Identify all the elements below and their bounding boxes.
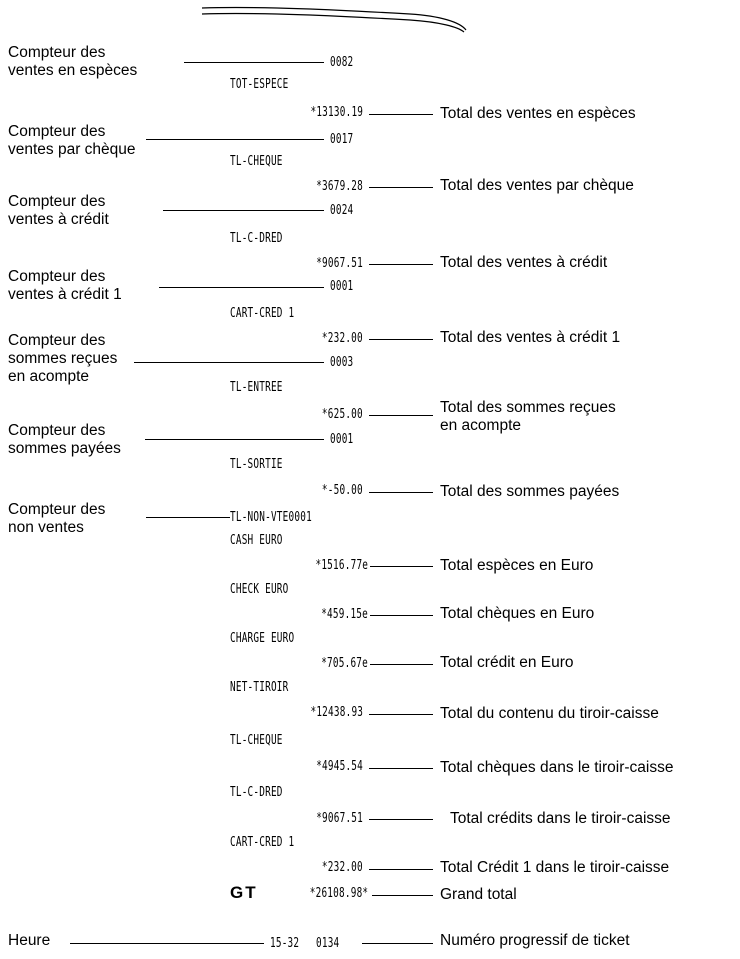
leader-cash-total — [369, 114, 433, 115]
receipt-drawer-check-total: *4945.54 — [316, 759, 363, 774]
receipt-check-euro-title: CHECK EURO — [230, 582, 289, 597]
leader-drawer-credit1 — [369, 869, 433, 870]
receipt-check-title: TL-CHEQUE — [230, 154, 283, 169]
label-charge-euro: Total crédit en Euro — [440, 654, 574, 671]
receipt-credit-counter: 0024 — [330, 203, 354, 218]
receipt-cash-counter: 0082 — [330, 55, 354, 70]
receipt-received-counter: 0003 — [330, 355, 354, 370]
label-cash-total: Total des ventes en espèces — [440, 105, 636, 122]
leader-check-euro — [370, 615, 433, 616]
label-drawer-credit: Total crédits dans le tiroir-caisse — [450, 810, 671, 827]
leader-drawer-total — [369, 714, 433, 715]
receipt-credit-total: *9067.51 — [316, 256, 363, 271]
receipt-nosale-line: TL-NON-VTE0001 — [230, 510, 312, 525]
leader-time — [70, 943, 264, 944]
leader-nosale-counter — [146, 517, 230, 518]
leader-check-counter — [146, 139, 324, 140]
label-ticket-number: Numéro progressif de ticket — [440, 932, 630, 949]
receipt-drawer-credit1-total: *232.00 — [322, 860, 363, 875]
receipt-credit1-title: CART-CRED 1 — [230, 306, 295, 321]
receipt-received-title: TL-ENTREE — [230, 380, 283, 395]
receipt-drawer-check-title: TL-CHEQUE — [230, 733, 283, 748]
leader-cash-counter — [184, 62, 324, 63]
leader-ticket-number — [362, 943, 433, 944]
receipt-check-counter: 0017 — [330, 132, 354, 147]
receipt-drawer-credit-total: *9067.51 — [316, 811, 363, 826]
label-paid-total: Total des sommes payées — [440, 483, 620, 500]
receipt-charge-euro-title: CHARGE EURO — [230, 631, 295, 646]
receipt-cash-total: *13130.19 — [310, 105, 363, 120]
label-credit-counter: Compteur des ventes à crédit — [8, 193, 109, 228]
leader-grand-total — [372, 895, 433, 896]
label-received-counter: Compteur des sommes reçues en acompte — [8, 332, 118, 385]
label-cash-euro: Total espèces en Euro — [440, 557, 594, 574]
label-check-euro: Total chèques en Euro — [440, 605, 595, 622]
receipt-check-euro-total: *459.15e — [321, 607, 368, 622]
receipt-check-total: *3679.28 — [316, 179, 363, 194]
receipt-gt-label: GT — [230, 883, 258, 902]
leader-paid-counter — [145, 439, 324, 440]
label-cash-counter: Compteur des ventes en espèces — [8, 44, 138, 79]
receipt-received-total: *625.00 — [322, 407, 363, 422]
receipt-cash-euro-total: *1516.77e — [315, 558, 368, 573]
leader-drawer-credit — [369, 819, 433, 820]
label-grand-total: Grand total — [440, 886, 517, 903]
leader-credit1-counter — [159, 287, 324, 288]
receipt-drawer-credit-title: TL-C-DRED — [230, 785, 283, 800]
receipt-credit1-total: *232.00 — [322, 331, 363, 346]
label-paid-counter: Compteur des sommes payées — [8, 422, 121, 457]
receipt-ticket-number: 0134 — [316, 936, 340, 951]
label-credit1-total: Total des ventes à crédit 1 — [440, 329, 621, 346]
leader-paid-total — [369, 492, 433, 493]
leader-received-counter — [134, 362, 324, 363]
leader-charge-euro — [370, 664, 433, 665]
receipt-gt-value: *26108.98* — [309, 886, 368, 901]
leader-credit-total — [369, 264, 433, 265]
receipt-time: 15-32 — [270, 936, 300, 951]
leader-credit1-total — [369, 339, 433, 340]
label-credit-total: Total des ventes à crédit — [440, 254, 608, 271]
receipt-paid-counter: 0001 — [330, 432, 354, 447]
leader-drawer-check — [369, 768, 433, 769]
receipt-credit-title: TL-C-DRED — [230, 231, 283, 246]
receipt-paid-title: TL-SORTIE — [230, 457, 283, 472]
label-drawer-check: Total chèques dans le tiroir-caisse — [440, 759, 674, 776]
leader-received-total — [369, 415, 433, 416]
ticket-tear-edge — [200, 0, 470, 40]
receipt-paid-total: *-50.00 — [322, 483, 363, 498]
leader-credit-counter — [163, 210, 324, 211]
receipt-drawer-total: *12438.93 — [310, 705, 363, 720]
label-check-counter: Compteur des ventes par chèque — [8, 123, 136, 158]
receipt-credit1-counter: 0001 — [330, 279, 354, 294]
receipt-drawer-title: NET-TIROIR — [230, 680, 289, 695]
label-check-total: Total des ventes par chèque — [440, 177, 634, 194]
label-received-total: Total des sommes reçues en acompte — [440, 399, 616, 434]
receipt-drawer-credit1-title: CART-CRED 1 — [230, 835, 295, 850]
leader-cash-euro — [370, 566, 433, 567]
receipt-cash-title: TOT-ESPECE — [230, 77, 289, 92]
receipt-cash-euro-title: CASH EURO — [230, 533, 283, 548]
label-drawer-total: Total du contenu du tiroir-caisse — [440, 705, 659, 722]
label-nosale-counter: Compteur des non ventes — [8, 501, 106, 536]
receipt-charge-euro-total: *705.67e — [321, 656, 368, 671]
label-time: Heure — [8, 932, 51, 949]
label-drawer-credit1: Total Crédit 1 dans le tiroir-caisse — [440, 859, 670, 876]
label-credit1-counter: Compteur des ventes à crédit 1 — [8, 268, 122, 303]
leader-check-total — [369, 187, 433, 188]
